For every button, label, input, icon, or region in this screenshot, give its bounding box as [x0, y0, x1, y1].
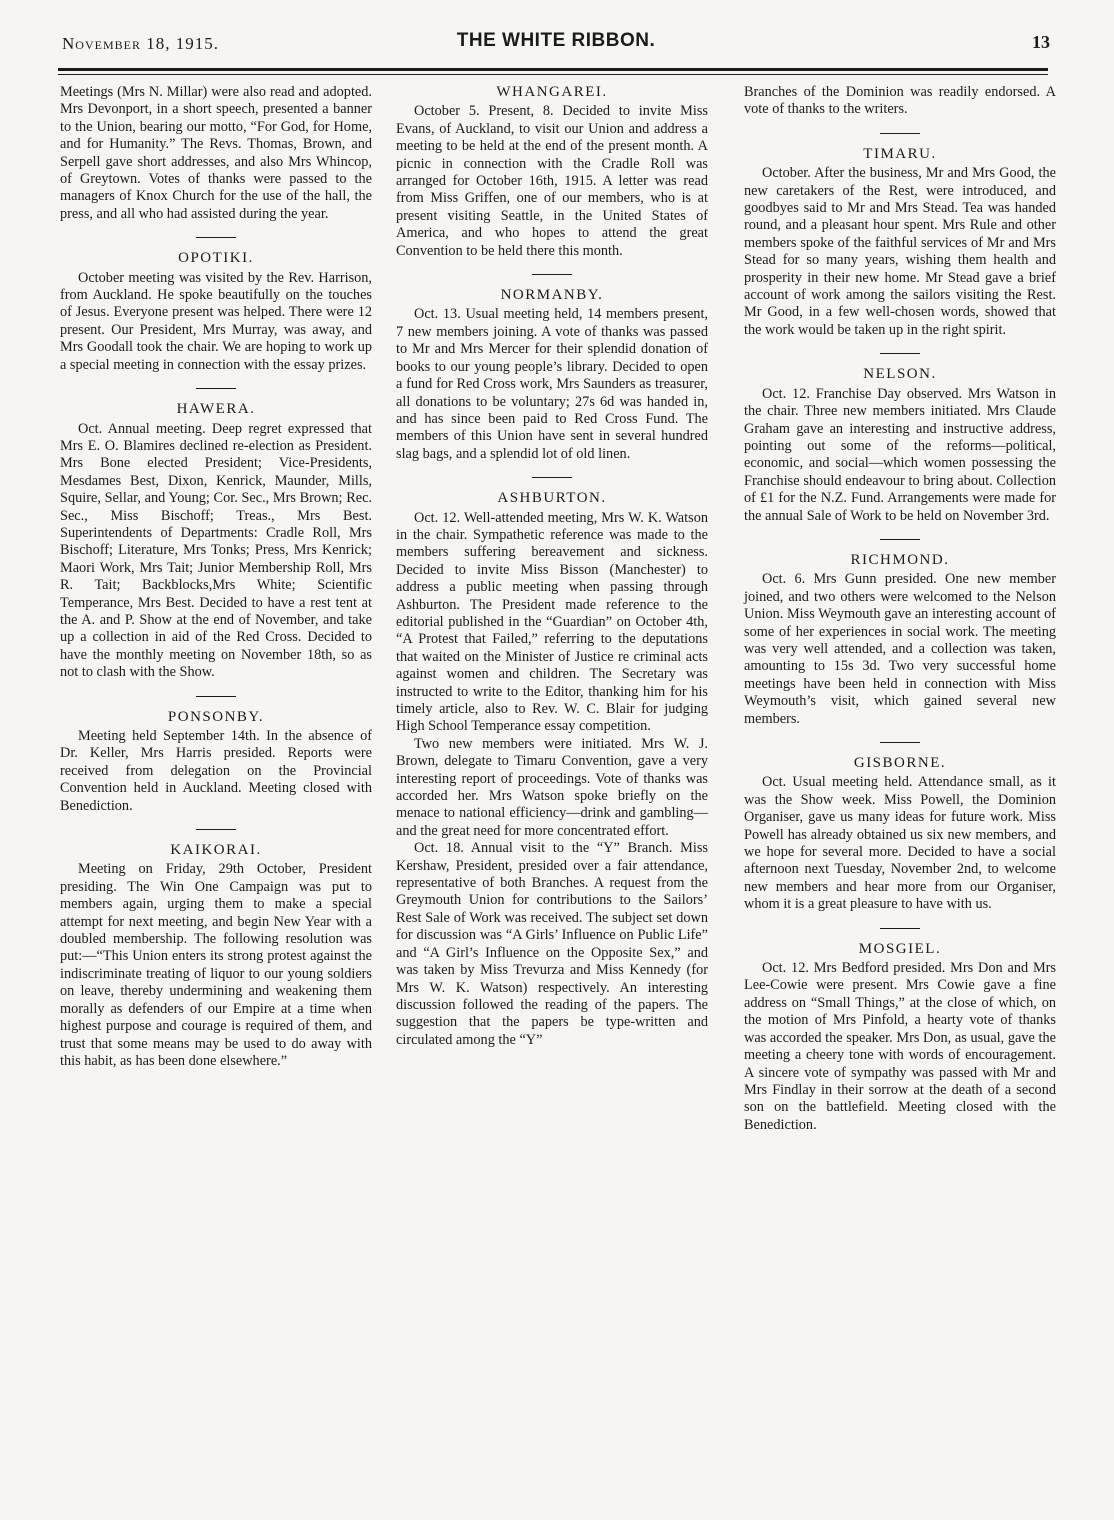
section-paragraph: Meetings (Mrs N. Millar) were also read and adopted. Mrs Devonport, in a short speech, presented a banner to the Union, bearing our motto, “For God, for Home, and for Humanity.” The Revs. Thomas, Brown, and Serpell gave short addresses, and also Mrs Whincop, of Greytown. Votes of thanks were passed to the managers of Knox Church for the use of the hall, the press, and all who had assisted during the year.	[60, 84, 372, 222]
section-divider	[880, 742, 920, 743]
section-divider	[532, 274, 572, 275]
section-gisborne	[744, 755, 1056, 914]
section-divider	[880, 928, 920, 929]
section-title: PONSONBY.	[167, 708, 265, 725]
section-divider	[196, 388, 236, 389]
section-divider	[880, 539, 920, 540]
section-mosgiel	[744, 941, 1056, 1134]
section-title: TIMARU.	[863, 145, 937, 162]
section-whangarei	[396, 84, 708, 260]
header-rule-thin	[58, 74, 1048, 75]
section-divider	[880, 133, 920, 134]
column-2	[396, 84, 708, 1049]
section-paragraph: October. After the business, Mr and Mrs Good, the new caretakers of the Rest, were introduced, and goodbyes said to Mr and Mrs Stead. Tea was handed round, and a pleasant hour spent. Mrs Rule and other members spoke of the faithful services of Mr and Mrs Stead for so many years, wishing them health and prosperity in their new home. Mr Stead gave a brief account of work among the sailors visiting the Rest. Mr Good, in a few well-chosen words, showed that the work would be taken up in the right spirit.	[744, 165, 1056, 338]
section-title: RICHMOND.	[850, 551, 950, 568]
section-timaru	[744, 146, 1056, 339]
section-continued	[744, 84, 1056, 119]
section-title: ASHBURTON.	[497, 490, 607, 507]
section-paragraph: Oct. 12. Franchise Day observed. Mrs Watson in the chair. Three new members initiated. Mrs Claude Graham gave an interesting and instructive address, pointing out some of the reforms—political, economic, and social—which women possessing the Franchise should endeavour to bring about. Collection of £1 for the N.Z. Fund. Arrangements were made for the annual Sale of Work to be held on November 3rd.	[744, 385, 1056, 524]
section-hawera	[60, 401, 372, 682]
section-paragraph: Branches of the Dominion was readily endorsed. A vote of thanks to the writers.	[744, 84, 1056, 118]
section-paragraph: Oct. 18. Annual visit to the “Y” Branch. Miss Kershaw, President, presided over a fair attendance, representative of both Branches. A request from the Greymouth Union for contributions to the Sailors’ Rest Sale of Work was received. The subject set down for discussion was “A Girls’ Influence on Public Life” and “A Girl’s Influence on the Opposite Sex,” and was taken by Miss Trevurza and Miss Kennedy (for Mrs W. K. Watson) respectively. An interesting discussion followed the reading of the papers. The suggestion that the papers be type-written and circulated among the “Y”	[396, 840, 708, 1048]
page-header	[62, 28, 1050, 64]
section-title: GISBORNE.	[853, 755, 947, 771]
section-normanby	[396, 287, 708, 463]
section-title: KAIKORAI.	[170, 842, 262, 859]
header-rule-thick	[58, 68, 1048, 71]
column-3	[744, 84, 1056, 1134]
column-1	[60, 84, 372, 1070]
section-richmond	[744, 552, 1056, 728]
section-title: HAWERA.	[176, 401, 256, 418]
page-number: 13	[1032, 32, 1050, 52]
section-divider	[196, 696, 236, 697]
section-paragraph: Oct. 12. Well-attended meeting, Mrs W. K. Watson in the chair. Sympathetic reference was made to the members suffering bereavement and sickness. Decided to invite Miss Bisson (Manchester) to address a public meeting when passing through Ashburton. The President made reference to the editorial published in the “Guardian” on October 4th, “A Protest that Failed,” referring to the deputations that waited on the Minister of Justice re criminal acts against women and children. The Secretary was instructed to write to the Editor, thanking him for his timely article, also to Rev. W. C. Blair for judging High School Temperance essay competition.	[396, 509, 708, 735]
section-paragraph: Oct. 13. Usual meeting held, 14 members present, 7 new members joining. A vote of thanks was passed to Mr and Mrs Mercer for their splendid donation of books to our young people’s library. Decided to open a fund for Red Cross work, Mrs Saunders as treasurer, all donations to be voluntary; 27s 6d was handed in, and has since been paid to Red Cross Fund. The members of this Union have sent in several hundred slag bags, and a splendid lot of old linen.	[396, 306, 708, 462]
section-divider	[196, 829, 236, 830]
section-paragraph: Oct. 12. Mrs Bedford presided. Mrs Don and Mrs Lee-Cowie were present. Mrs Cowie gave a fine address on “Small Things,” at the close of which, on the motion of Mrs Pinfold, a hearty vote of thanks was accorded the speaker. Mrs Don, as usual, gave the meeting a cheery tone with words of encouragement. A sincere vote of sympathy was passed with Mr and Mrs Findlay in their sorrow at the death of a second son on the battlefield. Meeting closed with the Benediction.	[744, 960, 1056, 1133]
section-kaikorai	[60, 842, 372, 1070]
section-paragraph: Two new members were initiated. Mrs W. J. Brown, delegate to Timaru Convention, gave a very interesting report of proceedings. Vote of thanks was accorded her. Mrs Watson spoke briefly on the menace to national efficiency—drink and gambling—and the great need for more concentrated effort.	[396, 735, 708, 839]
section-paragraph: Meeting on Friday, 29th October, President presiding. The Win One Campaign was put to members again, urging them to make a special attempt for next meeting, and begin New Year with a doubled membership. The following resolution was put:—“This Union enters its strong protest against the indiscriminate treating of liquor to our young soldiers on leave, thereby undermining and weakening them morally as defenders of our Empire at a time when highest purpose and courage is required of them, and trust that some means may be used to do away with this habit, as has been done elsewhere.”	[60, 861, 372, 1069]
section-divider	[880, 353, 920, 354]
section-divider	[532, 477, 572, 478]
section-continued	[60, 84, 372, 223]
issue-date: November 18, 1915.	[62, 34, 219, 53]
section-nelson	[744, 366, 1056, 525]
section-ponsonby	[60, 709, 372, 815]
section-title: OPOTIKI.	[178, 250, 254, 267]
section-title: NELSON.	[863, 366, 937, 383]
section-title: MOSGIEL.	[858, 940, 942, 957]
section-paragraph: Oct. Annual meeting. Deep regret expressed that Mrs E. O. Blamires declined re-election as President. Mrs Bone elected President; Vice-Presidents, Mesdames Best, Dixon, Kenrick, Maunder, Mills, Squire, Sellar, and Young; Cor. Sec., Mrs Brown; Rec. Sec., Miss Bischoff; Treas., Mrs Best. Superintendents of Departments: Cradle Roll, Mrs Bischoff; Literature, Mrs Tonks; Press, Mrs Kenrick; Maori Work, Mrs Tait; Junior Membership Roll, Mrs R. Tait; Backblocks,Mrs White; Scientific Temperance, Mrs Best. Decided to have a rest tent at the A. and P. Show at the end of November, and take up a collection in aid of the Red Cross. Decided to have the monthly meeting on November 18th, so as not to clash with the Show.	[60, 420, 372, 681]
section-paragraph: October 5. Present, 8. Decided to invite Miss Evans, of Auckland, to visit our Union and address a meeting to be held at the end of the present month. A picnic in connection with the Cradle Roll was arranged for October 16th, 1915. A letter was read from Miss Griffen, one of our members, who is at present visiting Seattle, in the United States of America, and who hopes to attend the great Convention to be held there this month.	[396, 103, 708, 259]
section-paragraph: Meeting held September 14th. In the absence of Dr. Keller, Mrs Harris presided. Reports were received from delegation on the Provincial Convention held in Auckland. Meeting closed with Benediction.	[60, 728, 372, 814]
publication-title: THE WHITE RIBBON.	[456, 30, 656, 51]
section-title: WHANGAREI.	[496, 84, 608, 100]
section-paragraph: Oct. 6. Mrs Gunn presided. One new member joined, and two others were welcomed to the Nelson Union. Miss Weymouth gave an interesting account of some of her experiences in social work. The meeting was very well attended, and a collection was taken, amounting to 15s 3d. Two very successful home meetings have been held in connection with Miss Weymouth’s visit, which gained several new members.	[744, 571, 1056, 727]
section-ashburton	[396, 490, 708, 1049]
section-opotiki	[60, 250, 372, 374]
section-title: NORMANBY.	[500, 287, 604, 304]
section-divider	[196, 237, 236, 238]
section-paragraph: Oct. Usual meeting held. Attendance small, as it was the Show week. Miss Powell, the Dominion Organiser, gave us many ideas for future work. Miss Powell has already obtained us six new members, and we hope for several more. Decided to have a social afternoon next Tuesday, November 2nd, to welcome new members and hear more from our Organiser, whom it is a great pleasure to have with us.	[744, 774, 1056, 913]
section-paragraph: October meeting was visited by the Rev. Harrison, from Auckland. He spoke beautifully on the touches of Jesus. Everyone present was helped. There were 12 present. Our President, Mrs Murray, was away, and Mrs Goodall took the chair. We are hoping to work up a special meeting in connection with the essay prizes.	[60, 269, 372, 373]
